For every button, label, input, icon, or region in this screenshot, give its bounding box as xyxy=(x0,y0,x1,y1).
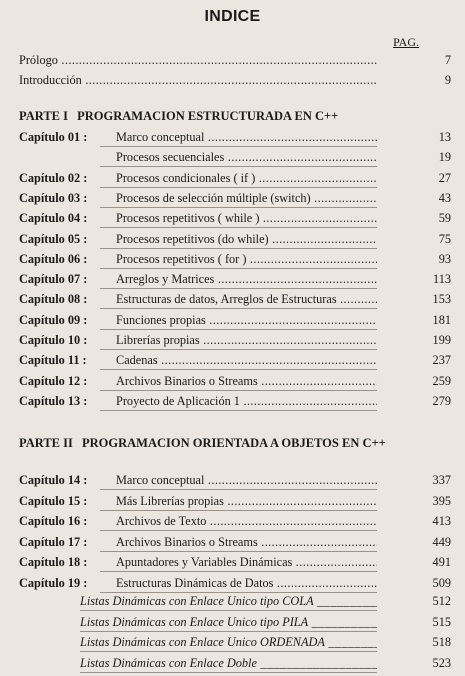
row-divider xyxy=(100,268,377,269)
chapter-row xyxy=(0,290,465,308)
entry-title: Proyecto de Aplicación 1 ..... xyxy=(116,392,377,410)
entry-page-number: 449 xyxy=(432,534,451,549)
front-page: 9 xyxy=(444,73,451,87)
sublist-row xyxy=(0,654,465,672)
entry-title: Listas Dinámicas con Enlace Unico tipo COLA _____ xyxy=(80,592,377,610)
row-divider xyxy=(100,166,377,167)
row-divider xyxy=(100,390,377,391)
entry-title: Funciones propias ..... xyxy=(116,311,377,329)
entry-page-number: 518 xyxy=(432,635,451,649)
part-2-label: PARTE II xyxy=(19,436,73,450)
chapter-row xyxy=(0,512,465,530)
entry-page-number: 413 xyxy=(432,514,451,529)
front-label: Introducción ..... xyxy=(19,71,377,89)
chapter-row xyxy=(0,148,465,166)
chapter-row xyxy=(0,230,465,248)
chapter-number: Capítulo 09 : xyxy=(19,312,88,327)
entry-title: Archivos de Texto ..... xyxy=(116,512,377,530)
entry-page-number: 75 xyxy=(438,231,451,246)
row-divider xyxy=(100,207,377,208)
chapter-number: Capítulo 13 : xyxy=(19,393,88,408)
sublist-row xyxy=(0,592,465,610)
entry-page-number: 515 xyxy=(432,614,451,629)
entry-title: Marco conceptual ..... xyxy=(116,471,377,489)
entry-page-number: 509 xyxy=(432,576,451,590)
entry-page-number: 13 xyxy=(438,130,451,144)
entry-title: Librerías propias ..... xyxy=(116,331,377,349)
chapter-number: Capítulo 12 : xyxy=(19,373,88,388)
entry-page-number: 395 xyxy=(432,493,451,508)
entry-title: Listas Dinámicas con Enlace Unico ORDENADA _____ xyxy=(80,633,377,651)
row-divider xyxy=(100,489,377,490)
page-column-header: PAG. xyxy=(393,35,419,49)
entry-title: Cadenas ..... xyxy=(116,351,377,369)
entry-page-number: 512 xyxy=(432,594,451,608)
chapter-number: Capítulo 14 : xyxy=(19,473,88,487)
chapter-number: Capítulo 03 : xyxy=(19,190,88,205)
entry-title: Procesos repetitivos (do while) ..... xyxy=(116,230,377,248)
entry-page-number: 59 xyxy=(438,211,451,226)
entry-page-number: 19 xyxy=(438,150,451,165)
chapter-row xyxy=(0,533,465,551)
part-2-title: PROGRAMACION ORIENTADA A OBJETOS EN C++ xyxy=(81,436,386,450)
entry-title: Listas Dinámicas con Enlace Doble _____ xyxy=(80,654,377,672)
sublist-row xyxy=(0,633,465,651)
chapter-number: Capítulo 11 : xyxy=(19,353,87,368)
row-divider xyxy=(80,610,377,611)
chapter-row xyxy=(0,392,465,410)
part-1-heading xyxy=(19,109,338,124)
row-divider xyxy=(100,349,377,350)
sublist-row xyxy=(0,613,465,631)
row-divider xyxy=(100,288,377,289)
chapter-row xyxy=(0,574,465,592)
entry-page-number: 259 xyxy=(432,373,451,388)
entry-title: Archivos Binarios o Streams ..... xyxy=(116,533,377,551)
row-divider xyxy=(100,510,377,511)
entry-page-number: 181 xyxy=(432,312,451,327)
part-1-label: PARTE I xyxy=(19,109,68,123)
entry-title: Listas Dinámicas con Enlace Unico tipo PILA _____ xyxy=(80,613,377,631)
chapter-row xyxy=(0,311,465,329)
chapter-row xyxy=(0,169,465,187)
row-divider xyxy=(100,530,377,531)
row-divider xyxy=(100,410,377,411)
chapter-number: Capítulo 10 : xyxy=(19,333,88,347)
entry-page-number: 237 xyxy=(432,353,451,368)
chapter-row xyxy=(0,270,465,288)
entry-title: Más Librerías propias ..... xyxy=(116,492,377,510)
chapter-number: Capítulo 07 : xyxy=(19,272,88,287)
chapter-number: Capítulo 19 : xyxy=(19,576,88,590)
entry-page-number: 523 xyxy=(432,655,451,670)
entry-title: Estructuras de datos, Arreglos de Estructuras ..... xyxy=(116,290,377,308)
entry-title: Apuntadores y Variables Dinámicas ..... xyxy=(116,553,377,571)
part-1-title: PROGRAMACION ESTRUCTURADA EN C++ xyxy=(77,109,339,123)
chapter-row xyxy=(0,492,465,510)
chapter-number: Capítulo 17 : xyxy=(19,534,88,549)
chapter-number: Capítulo 16 : xyxy=(19,514,88,529)
entry-title: Procesos condicionales ( if ) ..... xyxy=(116,169,377,187)
chapter-row xyxy=(0,471,465,489)
entry-page-number: 491 xyxy=(432,555,451,570)
page-title: INDICE xyxy=(204,8,261,25)
row-divider xyxy=(100,551,377,552)
entry-page-number: 337 xyxy=(432,473,451,487)
chapter-row xyxy=(0,331,465,349)
row-divider xyxy=(100,369,377,370)
chapter-row xyxy=(0,189,465,207)
chapter-row xyxy=(0,128,465,146)
entry-title: Arreglos y Matrices ..... xyxy=(116,270,377,288)
entry-title: Procesos repetitivos ( for ) ..... xyxy=(116,250,377,268)
chapter-number: Capítulo 06 : xyxy=(19,251,88,266)
front-page: 7 xyxy=(444,53,451,67)
row-divider xyxy=(100,308,377,309)
entry-title: Estructuras Dinámicas de Datos ..... xyxy=(116,574,377,592)
chapter-row xyxy=(0,553,465,571)
entry-title: Archivos Binarios o Streams ..... xyxy=(116,372,377,390)
row-divider xyxy=(100,329,377,330)
chapter-number: Capítulo 02 : xyxy=(19,170,88,185)
row-divider xyxy=(80,631,377,632)
chapter-number: Capítulo 04 : xyxy=(19,211,88,226)
chapter-row xyxy=(0,250,465,268)
entry-page-number: 93 xyxy=(438,251,451,266)
entry-title: Procesos de selección múltiple (switch) ..... xyxy=(116,189,377,207)
chapter-number: Capítulo 05 : xyxy=(19,231,88,246)
chapter-number: Capítulo 01 : xyxy=(19,130,88,144)
entry-title: Procesos secuenciales ..... xyxy=(116,148,377,166)
front-label: Prólogo ..... xyxy=(19,51,377,69)
chapter-row xyxy=(0,209,465,227)
entry-title: Procesos repetitivos ( while ) ..... xyxy=(116,209,377,227)
front-row-prologue xyxy=(0,51,465,69)
entry-page-number: 153 xyxy=(432,292,451,307)
entry-title: Marco conceptual ..... xyxy=(116,128,377,146)
entry-page-number: 27 xyxy=(438,170,451,185)
row-divider xyxy=(100,248,377,249)
entry-page-number: 113 xyxy=(433,272,451,287)
row-divider xyxy=(80,672,377,673)
entry-page-number: 279 xyxy=(432,393,451,408)
chapter-number: Capítulo 08 : xyxy=(19,292,88,307)
row-divider xyxy=(100,571,377,572)
chapter-row xyxy=(0,351,465,369)
part-2-heading xyxy=(19,436,386,451)
front-row-intro xyxy=(0,71,465,89)
chapter-number: Capítulo 15 : xyxy=(19,493,88,508)
entry-page-number: 43 xyxy=(438,190,451,205)
row-divider xyxy=(80,651,377,652)
chapter-row xyxy=(0,372,465,390)
entry-page-number: 199 xyxy=(432,333,451,347)
chapter-number: Capítulo 18 : xyxy=(19,555,88,570)
row-divider xyxy=(100,146,377,147)
row-divider xyxy=(100,187,377,188)
row-divider xyxy=(100,227,377,228)
